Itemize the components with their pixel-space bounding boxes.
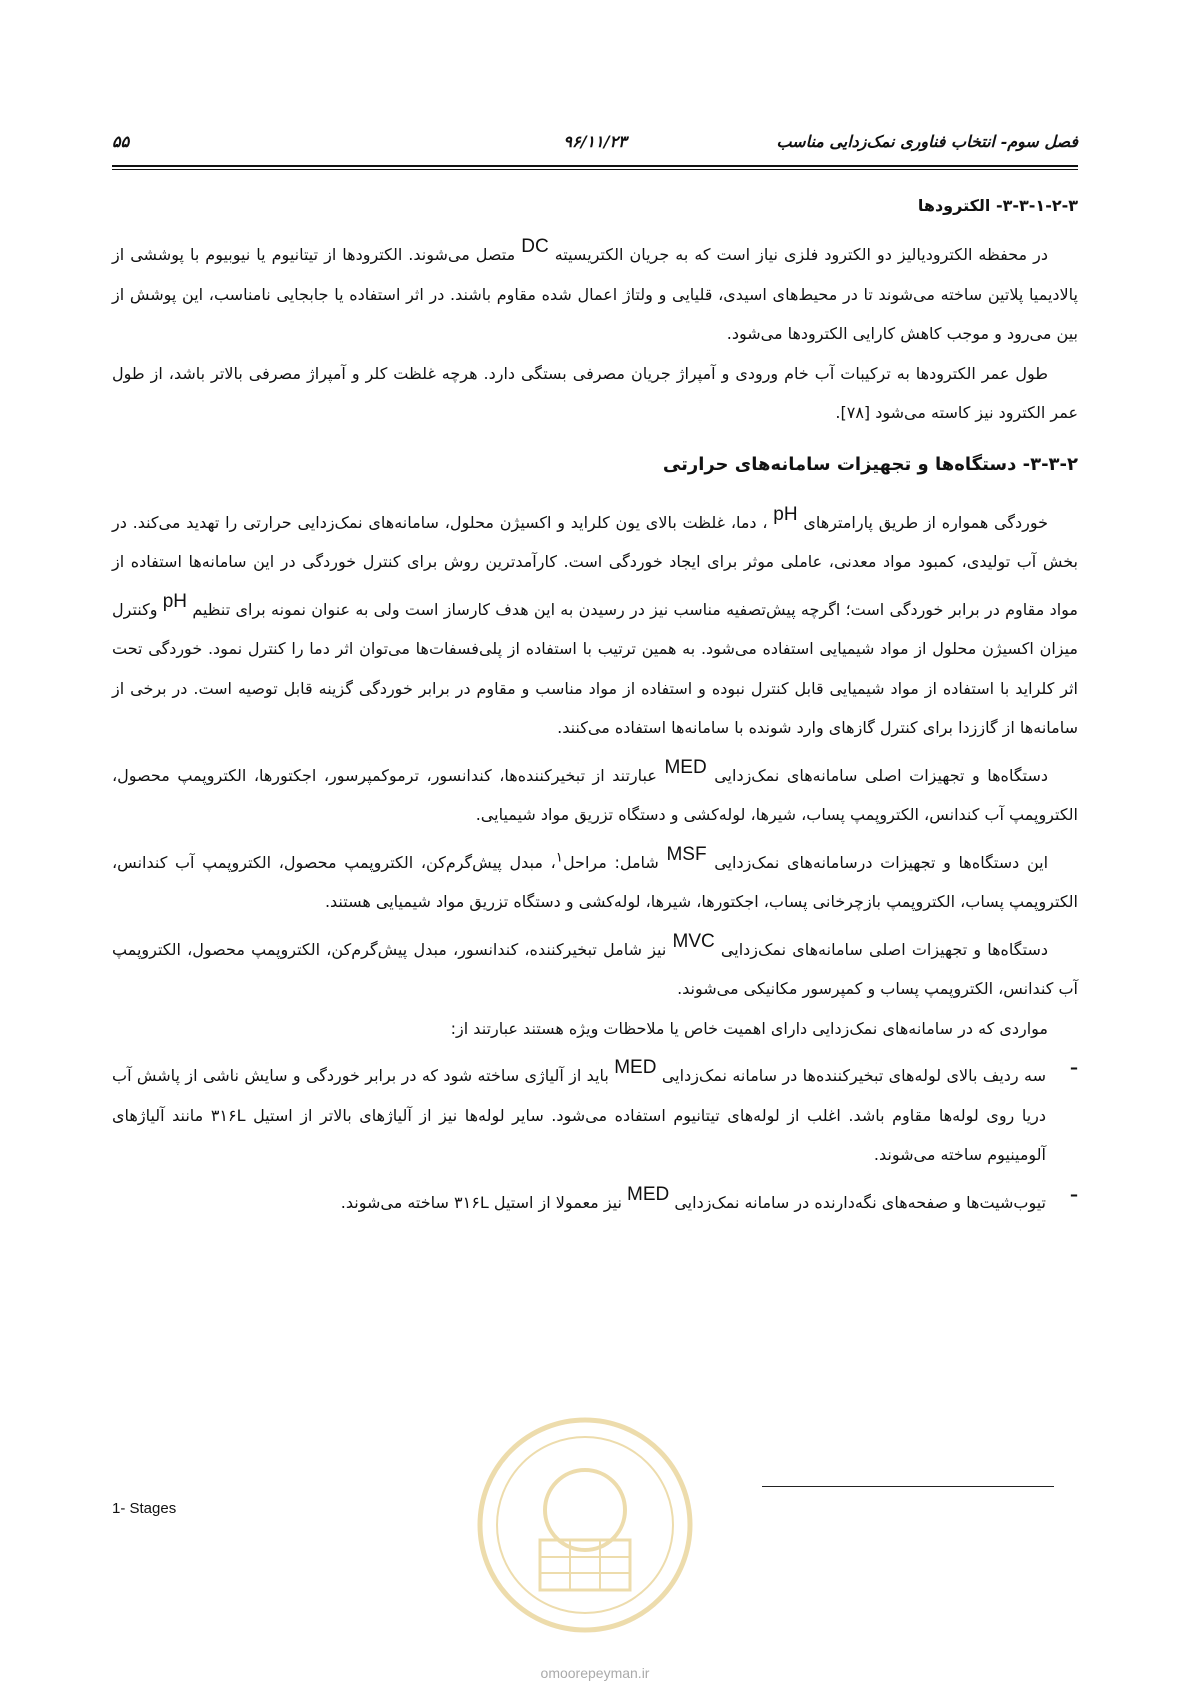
- chapter-title: فصل سوم- انتخاب فناوری نمک‌زدایی مناسب: [776, 132, 1078, 151]
- text-run: ، مبدل پیش‌گرم‌کن، الکتروپمپ محصول، الکتروپمپ آب کندانس، الکتروپمپ پساب، الکتروپمپ بازچرخانی پساب، اجکتورها، شیرها، لوله‌کشی و دستگاه تزریق مواد شیمیایی هستند.: [112, 852, 1078, 911]
- text-run: خوردگی همواره از طریق پارامترهای: [803, 512, 1049, 532]
- term-msf: MSF: [666, 843, 707, 865]
- paragraph-thermal-mvc: [112, 922, 1078, 1009]
- text-run: ساخته می‌شوند.: [340, 1192, 449, 1212]
- list-item: [112, 1048, 1078, 1175]
- term-316l: ۳۱۶L: [454, 1192, 489, 1212]
- considerations-list: [112, 1048, 1078, 1222]
- footnote: 1- Stages: [112, 1500, 177, 1517]
- text-run: ، دما، غلظت بالای یون کلراید و اکسیژن محلول، سامانه‌های نمک‌زدایی حرارتی را تهدید می‌کند. در بخش آب تولیدی، کمبود مواد معدنی، عاملی موثر برای ایجاد خوردگی است. کارآمدترین روش برای کنترل خوردگی در این سامانه‌ها استفاده از مواد مقاوم در برابر خوردگی است؛ اگرچه پیش‌تصفیه مناسب نیز در رسیدن به این هدف کارساز است ولی به عنوان نمونه برای تنظیم: [112, 512, 1078, 619]
- term-med: MED: [627, 1183, 670, 1205]
- text-run: دستگاه‌ها و تجهیزات اصلی سامانه‌های نمک‌زدایی: [714, 765, 1049, 785]
- term-316l: ۳۱۶L: [210, 1105, 246, 1125]
- text-run: وکنترل میزان اکسیژن محلول از مواد شیمیایی استفاده می‌شود. به همین ترتیب با استفاده از پلی‌فسفات‌ها می‌توان اثر دما را کنترل نمود. خوردگی تحت اثر کلراید با استفاده از مواد شیمیایی قابل کنترل نبوده و استفاده از مواد مناسب و مقاوم در برابر خوردگی گزینه قابل توصیه است. در برخی از سامانه‌ها از گاززدا برای کنترل گازهای وارد شونده با سامانه‌ها استفاده می‌کنند.: [112, 599, 1078, 737]
- text-run: در محفظه الکترودیالیز دو الکترود فلزی نیاز است که به جریان الکتریسیته: [554, 245, 1048, 264]
- section-heading-thermal: ۳-۳-۲- دستگاه‌ها و تجهیزات سامانه‌های حرارتی: [662, 453, 1078, 475]
- text-run: نیز شامل تبخیرکننده، کندانسور، مبدل پیش‌گرم‌کن، الکتروپمپ محصول، الکتروپمپ آب کندانس، الکتروپمپ پساب و کمپرسور مکانیکی می‌شوند.: [112, 939, 1078, 998]
- header-rule: [112, 165, 1078, 170]
- text-run: این دستگاه‌ها و تجهیزات درسامانه‌های نمک‌زدایی: [714, 852, 1049, 872]
- dash-bullet: –: [1070, 1058, 1078, 1077]
- term-ph: pH: [162, 590, 188, 612]
- text-run: تیوب‌شیت‌ها و صفحه‌های نگه‌دارنده در سامانه نمک‌زدایی: [674, 1192, 1046, 1212]
- page-number: ۵۵: [112, 132, 130, 151]
- dash-bullet: –: [1070, 1184, 1078, 1204]
- text-run: مانند آلیاژهای آلومینیوم ساخته می‌شوند.: [112, 1105, 1046, 1164]
- text-run: دستگاه‌ها و تجهیزات اصلی سامانه‌های نمک‌زدایی: [720, 939, 1048, 959]
- header-date: ۹۶/۱۱/۲۳: [563, 132, 627, 151]
- watermark-text: omoorepeyman.ir: [540, 1665, 650, 1681]
- page-body: [112, 185, 1078, 1222]
- paragraph-electrodes-1: [112, 227, 1078, 354]
- text-run: شامل: مراحل: [562, 852, 659, 872]
- paragraph-thermal-msf: [112, 835, 1078, 922]
- term-med: MED: [614, 1057, 657, 1078]
- paragraph-thermal-list-intro: مواردی که در سامانه‌های نمک‌زدایی دارای اهمیت خاص یا ملاحظات ویژه هستند عبارتند از:: [450, 1018, 1048, 1038]
- footnote-rule: [762, 1486, 1054, 1487]
- section-heading-electrodes: ۳-۳-۱-۲-۳- الکترودها: [917, 196, 1078, 215]
- paragraph-thermal-med: [112, 748, 1078, 835]
- text-run: نیز معمولا از استیل: [493, 1192, 622, 1212]
- text-run: باید از آلیاژی ساخته شود که در برابر خوردگی و سایش ناشی از پاشش آب دریا روی لوله‌ها مقاوم باشد. اغلب از لوله‌های تیتانیوم استفاده می‌شود. سایر لوله‌ها نیز از آلیاژهای بالاتر از استیل: [112, 1066, 1046, 1125]
- term-ph: pH: [773, 503, 798, 525]
- page-header: [112, 128, 1078, 162]
- term-mvc: MVC: [672, 930, 715, 952]
- text-run: متصل می‌شوند. الکترودها از تیتانیوم یا نیوبیوم با پوششی از پالادیمیا پلاتین ساخته می‌شوند تا در محیط‌های اسیدی، قلیایی و ولتاژ اعمال شده مقاوم باشند. در اثر استفاده یا جابجایی نامناسب، این پوشش از بین می‌رود و موجب کاهش کارایی الکترودها می‌شود.: [112, 245, 1078, 343]
- watermark-logo-icon: [470, 1410, 700, 1640]
- footnote-marker: ۱: [555, 850, 563, 866]
- paragraph-electrodes-2: طول عمر الکترودها به ترکیبات آب خام ورودی و آمپراژ جریان مصرفی بستگی دارد. هرچه غلظت کلر و آمپراژ مصرفی بالاتر باشد، از طول عمر الکترود نیز کاسته می‌شود [۷۸].: [112, 363, 1078, 422]
- text-run: سه ردیف بالای لوله‌های تبخیرکننده‌ها در سامانه نمک‌زدایی: [661, 1066, 1046, 1085]
- text-run: عبارتند از تبخیرکننده‌ها، کندانسور، ترموکمپرسور، اجکتورها، الکتروپمپ محصول، الکتروپمپ آب کندانس، الکتروپمپ پساب، شیرها، لوله‌کشی و دستگاه تزریق مواد شیمیایی.: [112, 765, 1078, 824]
- list-item: [112, 1175, 1078, 1223]
- term-med: MED: [664, 756, 707, 778]
- paragraph-thermal-1: [112, 495, 1078, 748]
- term-dc: DC: [521, 236, 549, 257]
